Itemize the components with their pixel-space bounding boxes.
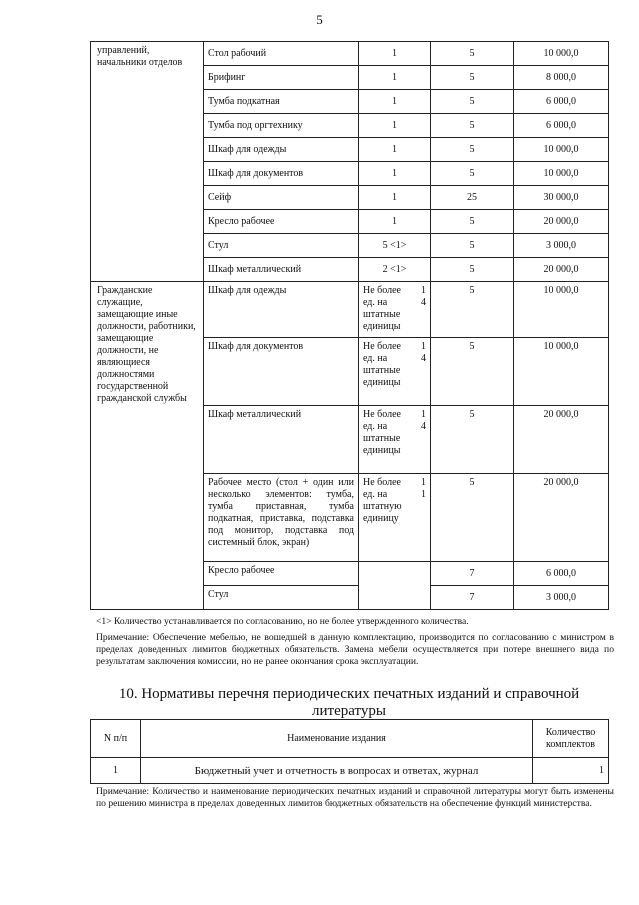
qty-text: Не более [363, 409, 401, 420]
page-number: 5 [316, 12, 323, 27]
header-name: Наименование издания [141, 720, 533, 758]
price-cell: 20 000,0 [514, 474, 609, 562]
footnote: <1> Количество устанавливается по согласованию, но не более утвержденного количества. [96, 616, 469, 627]
item-cell: Сейф [204, 186, 359, 210]
qty-cell: 1 [359, 162, 431, 186]
group-label: управлений, начальники отделов [91, 42, 204, 282]
price-cell: 20 000,0 [514, 406, 609, 474]
qty-text: штатную [363, 501, 402, 512]
qty-text: ед. на [363, 489, 388, 500]
price-cell: 8 000,0 [514, 66, 609, 90]
qty-cell: 5 <1> [359, 234, 431, 258]
item-cell: Стол рабочий [204, 42, 359, 66]
qty-text: ед. на [363, 297, 388, 308]
item-cell: Стул [204, 234, 359, 258]
years-cell: 5 [431, 42, 514, 66]
row-qty: 1 [533, 758, 609, 784]
qty-number: 1 [421, 341, 426, 352]
price-cell: 6 000,0 [514, 562, 609, 586]
section-title: 10. Нормативы перечня периодических печатных изданий и справочной литературы [118, 686, 580, 719]
note-furniture: Примечание: Обеспечение мебелью, не вошедшей в данную комплектацию, производится по согласованию с министром в пределах доведенных лимитов бюджетных обязательств. Замена мебели осуществляется при потере внешнего вида по результатам заключения комиссии, но не ранее окончания срока эксплуатации. [96, 632, 614, 667]
years-cell: 5 [431, 90, 514, 114]
qty-text: штатные [363, 365, 401, 376]
table-row [91, 42, 609, 66]
years-cell: 7 [431, 562, 514, 586]
qty-text: единицы [363, 377, 401, 388]
item-cell: Брифинг [204, 66, 359, 90]
table-row [91, 282, 609, 338]
qty-cell: 2 <1> [359, 258, 431, 282]
price-cell: 30 000,0 [514, 186, 609, 210]
price-cell: 6 000,0 [514, 114, 609, 138]
qty-text: ед. на [363, 353, 388, 364]
qty-text: штатные [363, 433, 401, 444]
qty-cell [359, 406, 431, 474]
item-cell: Шкаф металлический [204, 406, 359, 474]
item-cell: Шкаф для документов [204, 162, 359, 186]
price-cell: 10 000,0 [514, 138, 609, 162]
qty-text: штатные [363, 309, 401, 320]
years-cell: 5 [431, 234, 514, 258]
years-cell: 5 [431, 114, 514, 138]
qty-cell [359, 282, 431, 338]
years-cell: 5 [431, 66, 514, 90]
item-cell: Стул [204, 586, 359, 610]
years-cell: 5 [431, 258, 514, 282]
qty-text: единицу [363, 513, 399, 524]
years-cell: 5 [431, 210, 514, 234]
qty-number: 4 [421, 297, 426, 308]
years-cell: 5 [431, 282, 514, 338]
item-cell: Шкаф для одежды [204, 282, 359, 338]
item-cell: Рабочее место (стол + один или несколько элементов: тумба, тумба приставная, тумба подкатная, приставка, подставка под монитор, подставка под системный блок, экран) [204, 474, 359, 562]
item-cell: Тумба под оргтехнику [204, 114, 359, 138]
price-cell: 10 000,0 [514, 162, 609, 186]
qty-cell: 1 [359, 210, 431, 234]
price-cell: 10 000,0 [514, 282, 609, 338]
qty-number: 1 [421, 477, 426, 488]
qty-number: 4 [421, 421, 426, 432]
header-num: N п/п [91, 720, 141, 758]
qty-cell: 1 [359, 66, 431, 90]
qty-text: Не более [363, 477, 401, 488]
row-num: 1 [91, 758, 141, 784]
item-cell: Кресло рабочее [204, 210, 359, 234]
years-cell: 5 [431, 474, 514, 562]
item-cell: Тумба подкатная [204, 90, 359, 114]
price-cell: 3 000,0 [514, 234, 609, 258]
qty-cell: 1 [359, 138, 431, 162]
years-cell: 5 [431, 338, 514, 406]
item-cell: Кресло рабочее [204, 562, 359, 586]
qty-number: 1 [421, 409, 426, 420]
qty-text: Не более [363, 341, 401, 352]
header-qty: Количество комплектов [533, 720, 609, 758]
years-cell: 5 [431, 138, 514, 162]
years-cell: 25 [431, 186, 514, 210]
qty-text: единицы [363, 445, 401, 456]
qty-cell: 1 [359, 186, 431, 210]
qty-text: ед. на [363, 421, 388, 432]
note-periodicals: Примечание: Количество и наименование периодических печатных изданий и справочной литературы могут быть изменены по решению министра в пределах доведенных лимитов бюджетных обязательств на обеспечение функций министерства. [96, 786, 614, 809]
price-cell: 20 000,0 [514, 258, 609, 282]
price-cell: 10 000,0 [514, 338, 609, 406]
price-cell: 6 000,0 [514, 90, 609, 114]
item-cell: Шкаф металлический [204, 258, 359, 282]
furniture-norms-table [90, 41, 609, 610]
years-cell: 7 [431, 586, 514, 610]
qty-number: 4 [421, 353, 426, 364]
item-cell: Шкаф для одежды [204, 138, 359, 162]
qty-text: единицы [363, 321, 401, 332]
qty-cell: 1 [359, 114, 431, 138]
qty-cell: 1 [359, 90, 431, 114]
years-cell: 5 [431, 162, 514, 186]
item-cell: Шкаф для документов [204, 338, 359, 406]
qty-cell [359, 474, 431, 562]
price-cell: 10 000,0 [514, 42, 609, 66]
periodicals-table [90, 719, 609, 784]
years-cell: 5 [431, 406, 514, 474]
qty-cell-empty [359, 562, 431, 610]
qty-number: 1 [421, 489, 426, 500]
qty-cell: 1 [359, 42, 431, 66]
price-cell: 20 000,0 [514, 210, 609, 234]
price-cell: 3 000,0 [514, 586, 609, 610]
qty-cell [359, 338, 431, 406]
group-label: Гражданские служащие, замещающие иные должности, работники, замещающие должности, не являющиеся должностями государственной гражданской службы [91, 282, 204, 610]
qty-text: Не более [363, 285, 401, 296]
qty-number: 1 [421, 285, 426, 296]
row-name: Бюджетный учет и отчетность в вопросах и ответах, журнал [141, 758, 533, 784]
